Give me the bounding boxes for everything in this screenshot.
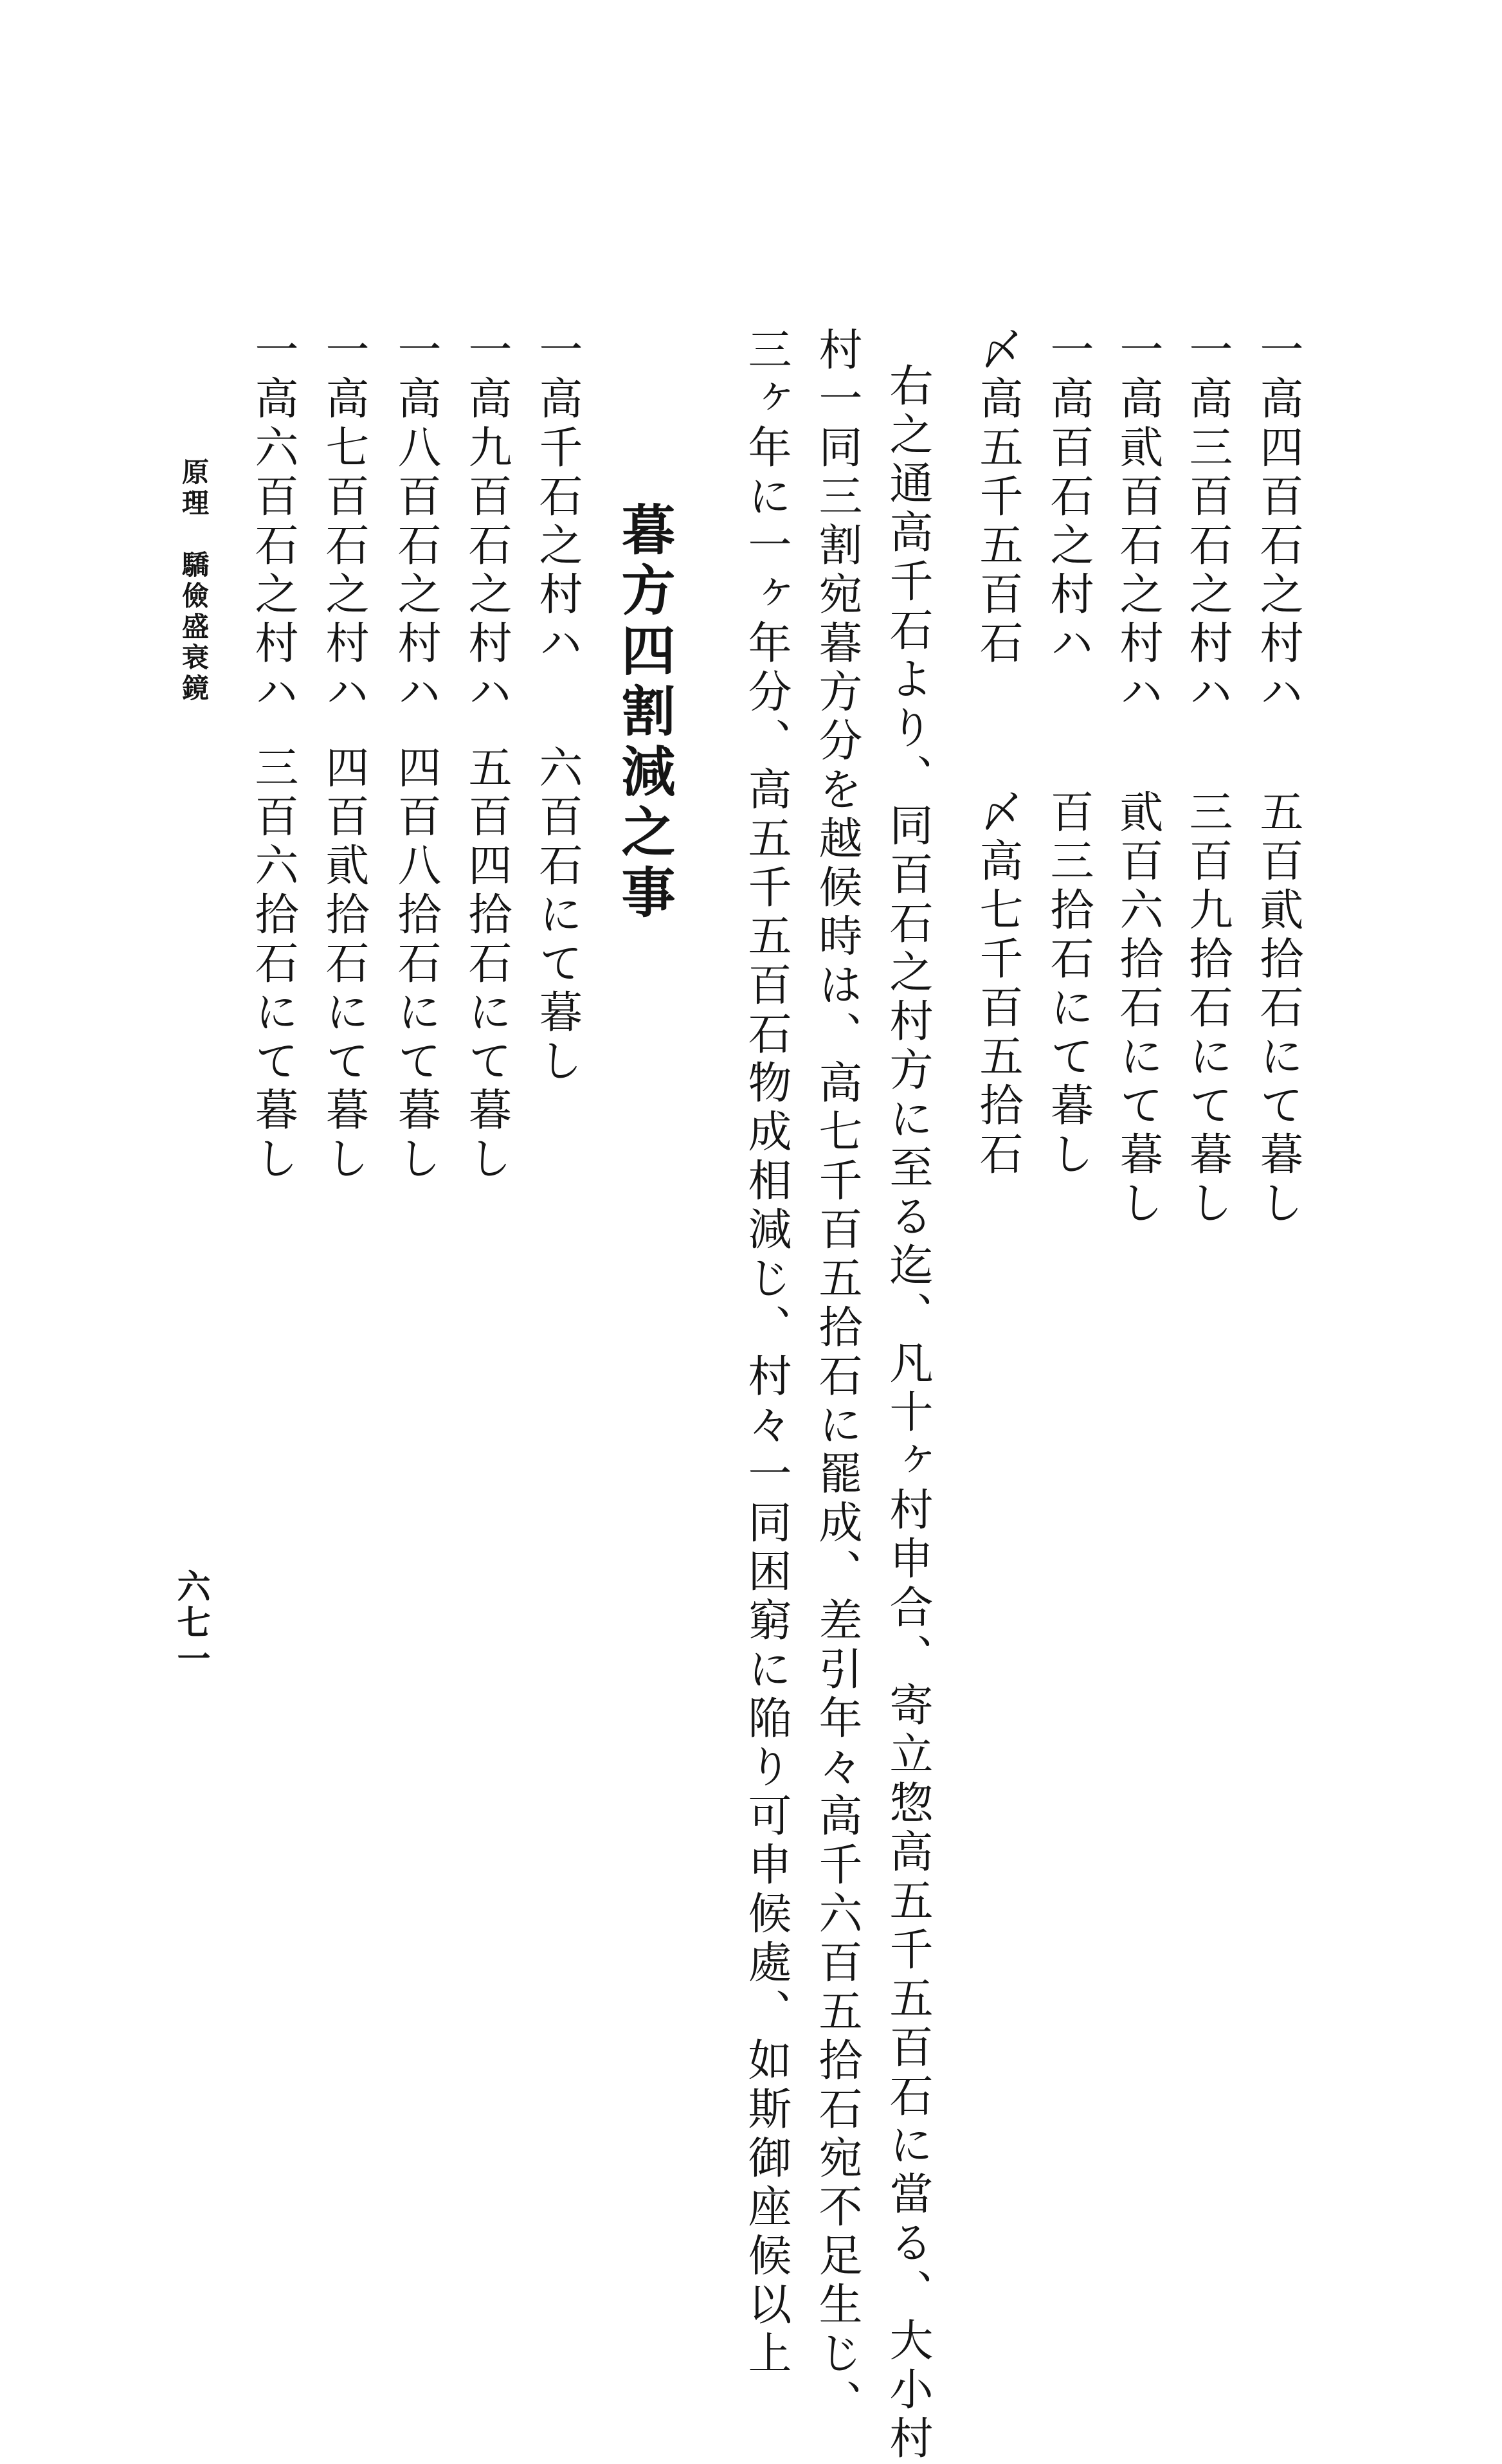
running-title: 原理 驕儉盛衰鏡 bbox=[178, 458, 210, 705]
text-column-5b: 〆高七千百五拾石 bbox=[972, 789, 1023, 1180]
text-column-2b: 三百九拾石にて暮し bbox=[1182, 789, 1233, 1229]
text-column-3b: 貮百六拾石にて暮し bbox=[1112, 789, 1163, 1229]
text-column-13b: 三百六拾石にて暮し bbox=[248, 745, 298, 1184]
text-column-13a: 一高六百石之村ハ bbox=[248, 327, 298, 718]
text-column-11b: 四百八拾石にて暮し bbox=[390, 745, 441, 1184]
paragraph-line-3: 三ヶ年に一ヶ年分、高五千五百石物成相減じ、村々一同困窮に陥り可申候處、如斯御座候以上 bbox=[741, 327, 792, 2379]
text-column-1a: 一高四百石之村ハ bbox=[1253, 327, 1303, 718]
text-column-9b: 六百石にて暮し bbox=[532, 745, 583, 1087]
text-column-3a: 一高貮百石之村ハ bbox=[1112, 327, 1163, 718]
text-column-1b: 五百貮拾石にて暮し bbox=[1253, 789, 1303, 1229]
page-number: 六七一 bbox=[171, 1569, 210, 1677]
text-column-4b: 百三拾石にて暮し bbox=[1043, 789, 1094, 1180]
paragraph-line-2: 村一同三割宛暮方分を越候時は、高七千百五拾石に罷成、差引年々高千六百五拾石宛不足生じ、 bbox=[811, 327, 862, 2428]
text-column-5a: 〆高五千五百石 bbox=[972, 327, 1023, 669]
text-column-2a: 一高三百石之村ハ bbox=[1182, 327, 1233, 718]
paragraph-line-1: 右之通高千石より、同百石之村方に至る迄、凡十ヶ村申合、寄立惣高五千五百石に當る、大小村 bbox=[882, 363, 933, 2464]
text-column-10a: 一高九百石之村ハ bbox=[461, 327, 512, 718]
text-column-12b: 四百貮拾石にて暮し bbox=[318, 745, 369, 1184]
section-heading: 暮方四割減之事 bbox=[613, 502, 676, 925]
text-column-11a: 一高八百石之村ハ bbox=[390, 327, 441, 718]
text-column-4a: 一高百石之村ハ bbox=[1043, 327, 1094, 669]
text-column-12a: 一高七百石之村ハ bbox=[318, 327, 369, 718]
text-column-9a: 一高千石之村ハ bbox=[532, 327, 583, 669]
text-column-10b: 五百四拾石にて暮し bbox=[461, 745, 512, 1184]
